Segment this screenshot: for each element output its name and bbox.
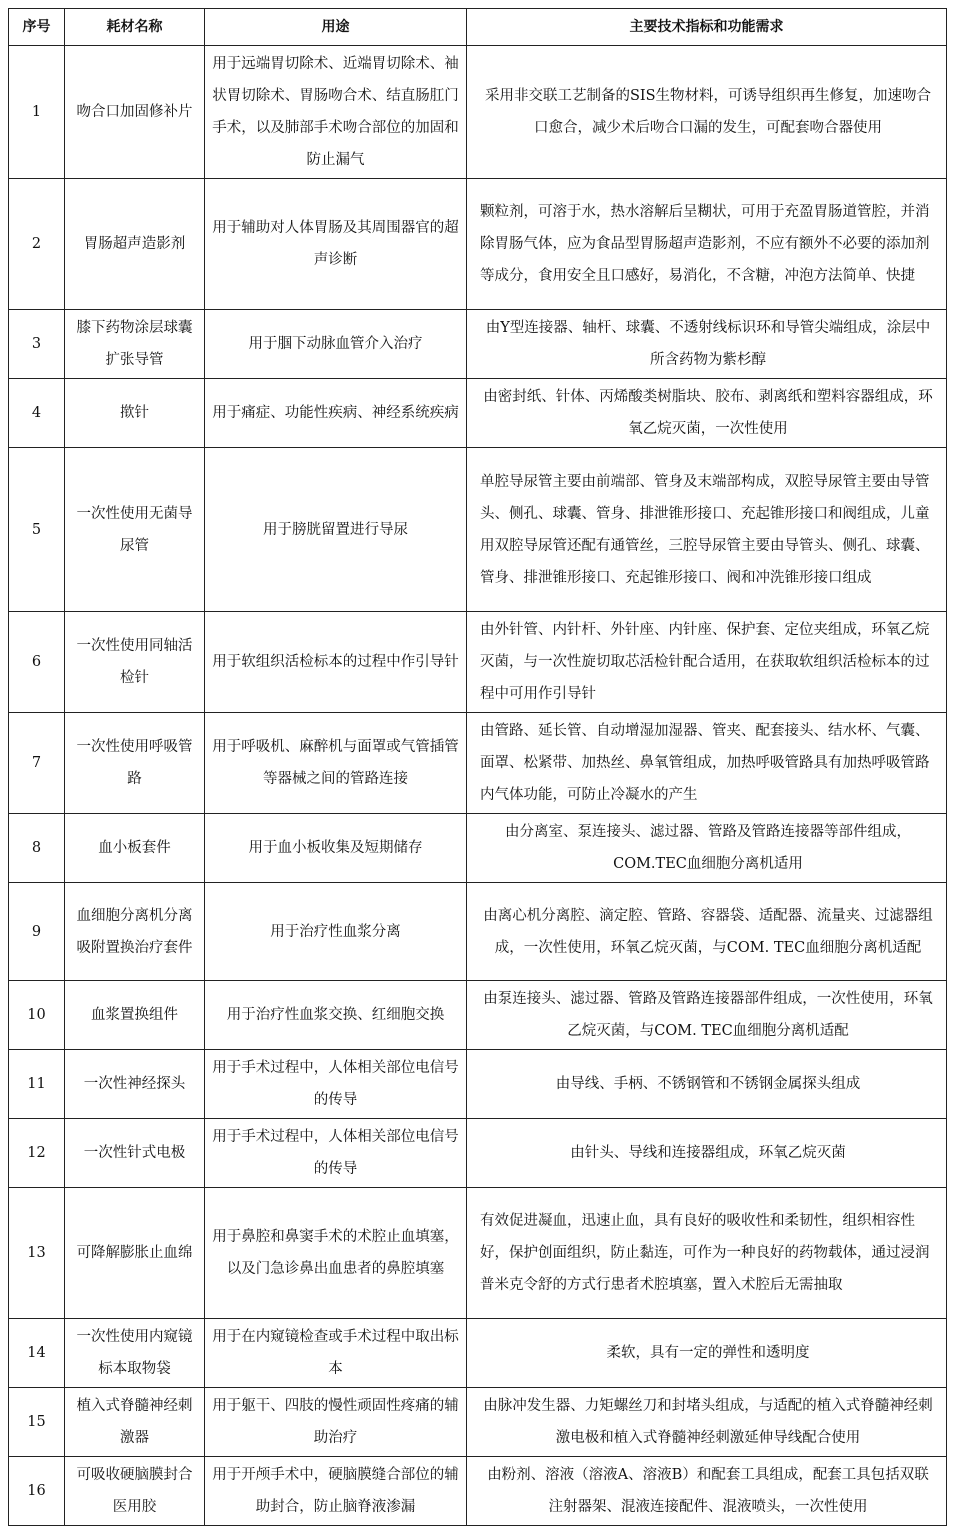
row-spec: 由粉剂、溶液（溶液A、溶液B）和配套工具组成，配套工具包括双联注射器架、混液连接配件、混液喷头，一次性使用 — [467, 1457, 947, 1526]
row-use: 用于手术过程中，人体相关部位电信号的传导 — [205, 1050, 467, 1119]
row-spec: 由管路、延长管、自动增湿加湿器、管夹、配套接头、结水杯、气囊、面罩、松紧带、加热丝、鼻氧管组成，加热呼吸管路具有加热呼吸管路内气体功能，可防止冷凝水的产生 — [467, 713, 947, 814]
row-use: 用于在内窥镜检查或手术过程中取出标本 — [205, 1319, 467, 1388]
row-no: 2 — [9, 179, 65, 310]
row-spec: 由Y型连接器、轴杆、球囊、不透射线标识环和导管尖端组成，涂层中所含药物为紫杉醇 — [467, 310, 947, 379]
row-use: 用于远端胃切除术、近端胃切除术、袖状胃切除术、胃肠吻合术、结直肠肛门手术，以及肺部手术吻合部位的加固和防止漏气 — [205, 46, 467, 179]
row-use: 用于躯干、四肢的慢性顽固性疼痛的辅助治疗 — [205, 1388, 467, 1457]
row-spec: 有效促进凝血，迅速止血，具有良好的吸收性和柔韧性，组织相容性好，保护创面组织，防止黏连，可作为一种良好的药物载体，通过浸润普米克令舒的方式行患者术腔填塞，置入术腔后无需抽取 — [467, 1188, 947, 1319]
row-no: 7 — [9, 713, 65, 814]
row-no: 5 — [9, 448, 65, 612]
row-no: 3 — [9, 310, 65, 379]
row-name: 一次性使用内窥镜标本取物袋 — [65, 1319, 205, 1388]
row-name: 胃肠超声造影剂 — [65, 179, 205, 310]
table-row — [9, 1119, 947, 1188]
table-row — [9, 883, 947, 981]
row-use: 用于开颅手术中，硬脑膜缝合部位的辅助封合，防止脑脊液渗漏 — [205, 1457, 467, 1526]
table-row — [9, 612, 947, 713]
row-use: 用于血小板收集及短期储存 — [205, 814, 467, 883]
row-name: 膝下药物涂层球囊扩张导管 — [65, 310, 205, 379]
row-name: 血细胞分离机分离吸附置换治疗套件 — [65, 883, 205, 981]
row-spec: 由外针管、内针杆、外针座、内针座、保护套、定位夹组成，环氧乙烷灭菌，与一次性旋切取芯活检针配合适用，在获取软组织活检标本的过程中可用作引导针 — [467, 612, 947, 713]
row-name: 可吸收硬脑膜封合医用胶 — [65, 1457, 205, 1526]
table-row — [9, 1457, 947, 1526]
consumables-table — [8, 8, 947, 1526]
row-name: 一次性使用呼吸管路 — [65, 713, 205, 814]
table-row — [9, 981, 947, 1050]
table-row — [9, 814, 947, 883]
header-no: 序号 — [9, 9, 65, 46]
row-no: 11 — [9, 1050, 65, 1119]
row-name: 一次性使用无菌导尿管 — [65, 448, 205, 612]
row-use: 用于腘下动脉血管介入治疗 — [205, 310, 467, 379]
row-use: 用于治疗性血浆分离 — [205, 883, 467, 981]
table-row — [9, 1388, 947, 1457]
table-row — [9, 1050, 947, 1119]
row-name: 一次性针式电极 — [65, 1119, 205, 1188]
row-no: 4 — [9, 379, 65, 448]
row-spec: 由分离室、泵连接头、滤过器、管路及管路连接器等部件组成，COM.TEC血细胞分离机适用 — [467, 814, 947, 883]
row-name: 揿针 — [65, 379, 205, 448]
row-spec: 由脉冲发生器、力矩螺丝刀和封堵头组成，与适配的植入式脊髓神经刺激电极和植入式脊髓神经刺激延伸导线配合使用 — [467, 1388, 947, 1457]
header-name: 耗材名称 — [65, 9, 205, 46]
row-use: 用于膀胱留置进行导尿 — [205, 448, 467, 612]
row-use: 用于辅助对人体胃肠及其周围器官的超声诊断 — [205, 179, 467, 310]
row-name: 一次性神经探头 — [65, 1050, 205, 1119]
row-no: 16 — [9, 1457, 65, 1526]
row-no: 12 — [9, 1119, 65, 1188]
row-spec: 由离心机分离腔、滴定腔、管路、容器袋、适配器、流量夹、过滤器组成，一次性使用，环氧乙烷灭菌，与COM. TEC血细胞分离机适配 — [467, 883, 947, 981]
row-no: 8 — [9, 814, 65, 883]
row-no: 15 — [9, 1388, 65, 1457]
row-use: 用于鼻腔和鼻窦手术的术腔止血填塞，以及门急诊鼻出血患者的鼻腔填塞 — [205, 1188, 467, 1319]
row-spec: 柔软，具有一定的弹性和透明度 — [467, 1319, 947, 1388]
table-row — [9, 46, 947, 179]
row-name: 可降解膨胀止血绵 — [65, 1188, 205, 1319]
row-use: 用于治疗性血浆交换、红细胞交换 — [205, 981, 467, 1050]
row-use: 用于痛症、功能性疾病、神经系统疾病 — [205, 379, 467, 448]
row-name: 血小板套件 — [65, 814, 205, 883]
row-no: 6 — [9, 612, 65, 713]
row-name: 血浆置换组件 — [65, 981, 205, 1050]
table-row — [9, 179, 947, 310]
row-use: 用于软组织活检标本的过程中作引导针 — [205, 612, 467, 713]
row-no: 1 — [9, 46, 65, 179]
table-row — [9, 379, 947, 448]
table-row — [9, 1188, 947, 1319]
table-row — [9, 310, 947, 379]
row-spec: 由针头、导线和连接器组成，环氧乙烷灭菌 — [467, 1119, 947, 1188]
row-spec: 颗粒剂，可溶于水，热水溶解后呈糊状，可用于充盈胃肠道管腔，并消除胃肠气体，应为食品型胃肠超声造影剂，不应有额外不必要的添加剂等成分，食用安全且口感好，易消化，不含糖，冲泡方法简单、快捷 — [467, 179, 947, 310]
table-row — [9, 1319, 947, 1388]
row-spec: 由导线、手柄、不锈钢管和不锈钢金属探头组成 — [467, 1050, 947, 1119]
header-use: 用途 — [205, 9, 467, 46]
table-row — [9, 713, 947, 814]
row-name: 植入式脊髓神经刺激器 — [65, 1388, 205, 1457]
table-header-row — [9, 9, 947, 46]
row-spec: 单腔导尿管主要由前端部、管身及末端部构成，双腔导尿管主要由导管头、侧孔、球囊、管身、排泄锥形接口、充起锥形接口和阀组成，儿童用双腔导尿管还配有通管丝，三腔导尿管主要由导管头、侧孔、球囊、管身、排泄锥形接口、充起锥形接口、阀和冲洗锥形接口组成 — [467, 448, 947, 612]
row-spec: 由泵连接头、滤过器、管路及管路连接器部件组成，一次性使用，环氧乙烷灭菌，与COM. TEC血细胞分离机适配 — [467, 981, 947, 1050]
row-use: 用于手术过程中，人体相关部位电信号的传导 — [205, 1119, 467, 1188]
row-name: 吻合口加固修补片 — [65, 46, 205, 179]
row-no: 10 — [9, 981, 65, 1050]
row-no: 14 — [9, 1319, 65, 1388]
row-use: 用于呼吸机、麻醉机与面罩或气管插管等器械之间的管路连接 — [205, 713, 467, 814]
row-no: 9 — [9, 883, 65, 981]
header-spec: 主要技术指标和功能需求 — [467, 9, 947, 46]
row-no: 13 — [9, 1188, 65, 1319]
row-name: 一次性使用同轴活检针 — [65, 612, 205, 713]
row-spec: 采用非交联工艺制备的SIS生物材料，可诱导组织再生修复，加速吻合口愈合，减少术后吻合口漏的发生，可配套吻合器使用 — [467, 46, 947, 179]
table-row — [9, 448, 947, 612]
row-spec: 由密封纸、针体、丙烯酸类树脂块、胶布、剥离纸和塑料容器组成，环氧乙烷灭菌，一次性使用 — [467, 379, 947, 448]
